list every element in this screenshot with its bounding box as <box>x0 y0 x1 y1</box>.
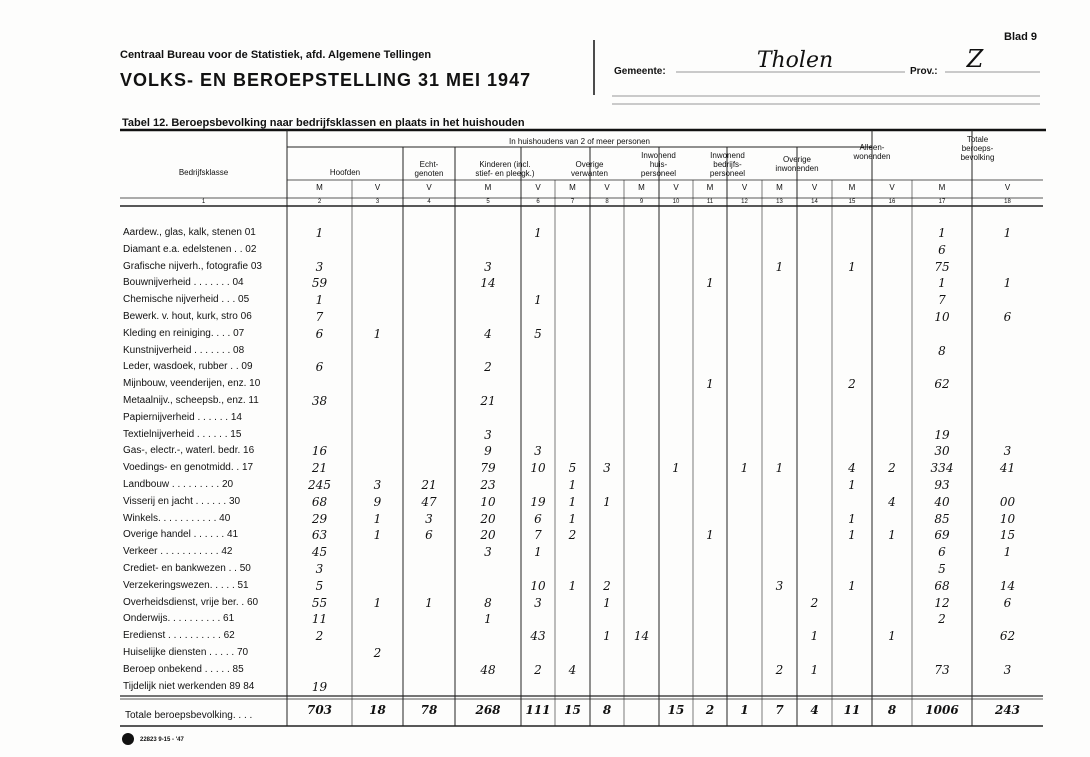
total-value: 8 <box>887 703 897 717</box>
cell-value: 1 <box>848 259 856 274</box>
total-value: 1006 <box>925 703 959 717</box>
header-alleenwonenden: Alleen- wonenden <box>853 143 891 161</box>
sex-label: M <box>706 183 714 192</box>
cell-value: 20 <box>480 511 496 526</box>
printer-logo-icon <box>122 733 134 745</box>
row-label: Grafische nijverh., fotografie 03 <box>123 260 262 272</box>
cell-value: 1 <box>568 478 577 492</box>
total-value: 15 <box>667 703 685 717</box>
cell-value: 3 <box>484 427 492 442</box>
cell-value: 1 <box>373 326 382 341</box>
cell-value: 6 <box>1003 595 1012 610</box>
cell-value: 62 <box>934 377 950 392</box>
sex-label: V <box>889 183 895 192</box>
cell-value: 1 <box>603 629 611 644</box>
total-value: 18 <box>369 703 386 717</box>
cell-value: 245 <box>308 478 331 492</box>
row-label: Aardew., glas, kalk, stenen 01 <box>123 227 256 238</box>
row-label: Mijnbouw, veenderijen, enz. 10 <box>123 378 261 390</box>
cell-value: 20 <box>480 528 496 543</box>
column-number: 17 <box>938 199 946 205</box>
cell-value: 1 <box>740 461 749 476</box>
bureau-name: Centraal Bureau voor de Statistiek, afd. Algemene Tellingen <box>120 49 432 61</box>
cell-value: 9 <box>373 494 382 509</box>
cell-value: 1 <box>425 595 433 610</box>
cell-value: 10 <box>999 511 1016 526</box>
header-kinderen: Kinderen (incl. stief- en pleegk.) <box>475 160 535 178</box>
cell-value: 45 <box>311 545 328 560</box>
total-value: 243 <box>994 703 1021 717</box>
cell-value: 1 <box>938 226 946 240</box>
sex-label: V <box>811 183 818 192</box>
cell-value: 1 <box>534 545 542 560</box>
row-label: Huiselijke diensten . . . . . 70 <box>123 647 249 658</box>
cell-value: 2 <box>848 377 856 392</box>
cell-value: 3 <box>373 478 382 492</box>
cell-value: 48 <box>480 662 496 677</box>
cell-value: 1 <box>775 461 784 476</box>
cell-value: 73 <box>934 662 950 677</box>
cell-value: 5 <box>568 461 577 476</box>
cell-value: 3 <box>1003 444 1012 459</box>
cell-value: 1 <box>534 293 542 308</box>
cell-value: 4 <box>568 662 577 677</box>
cell-value: 5 <box>315 578 324 593</box>
sex-label: M <box>484 183 492 192</box>
cell-value: 1 <box>1003 545 1012 560</box>
cell-value: 6 <box>938 242 946 257</box>
cell-value: 21 <box>480 394 496 408</box>
row-label: Diamant e.a. edelstenen . . 02 <box>123 243 257 255</box>
total-value: 703 <box>306 703 333 717</box>
column-number: 14 <box>811 199 818 205</box>
column-number: 11 <box>706 199 714 205</box>
cell-value: 7 <box>315 310 324 324</box>
cell-value: 5 <box>938 562 946 576</box>
cell-value: 11 <box>311 612 328 627</box>
print-code: 22823 9-15 - '47 <box>140 737 184 743</box>
cell-value: 2 <box>315 629 324 644</box>
cell-value: 14 <box>999 578 1016 593</box>
cell-value: 1 <box>706 377 714 392</box>
cell-value: 1 <box>888 528 896 543</box>
row-label: Textielnijverheid . . . . . . 15 <box>123 428 242 440</box>
gemeente-value: Tholen <box>756 48 834 73</box>
cell-value: 3 <box>315 562 324 576</box>
cell-value: 9 <box>484 444 492 459</box>
cell-value: 1 <box>484 612 492 627</box>
header-huispersoneel: Inwonend huis- personeel <box>640 151 677 178</box>
sheet-number: Blad 9 <box>1004 31 1038 43</box>
province-label: Prov.: <box>910 66 938 77</box>
table-title: Tabel 12. Beroepsbevolking naar bedrijfsklassen en plaats in het huishouden <box>122 117 525 129</box>
cell-value: 1 <box>848 578 856 593</box>
total-value: 2 <box>705 703 715 717</box>
cell-value: 2 <box>888 461 896 476</box>
total-label: Totale beroepsbevolking. . . . <box>125 710 253 721</box>
header-overige-inwonenden: Overige inwonenden <box>775 155 819 173</box>
cell-value: 21 <box>421 478 437 492</box>
cell-value: 1 <box>706 528 714 543</box>
cell-value: 6 <box>1003 310 1012 324</box>
column-number: 16 <box>888 199 896 205</box>
cell-value: 10 <box>530 578 546 593</box>
cell-value: 62 <box>999 629 1016 644</box>
cell-value: 1 <box>315 226 324 240</box>
total-value: 8 <box>602 703 612 717</box>
cell-value: 3 <box>775 578 784 593</box>
column-number: 8 <box>605 199 609 205</box>
cell-value: 63 <box>311 528 328 543</box>
total-value: 11 <box>843 703 861 717</box>
cell-value: 1 <box>672 461 680 476</box>
cell-value: 3 <box>1003 662 1012 677</box>
row-label: Voedings- en genotmidd. . 17 <box>123 462 254 474</box>
cell-value: 68 <box>311 494 328 509</box>
cell-value: 14 <box>480 276 496 291</box>
row-label: Bewerk. v. hout, kurk, stro 06 <box>123 311 252 322</box>
cell-value: 10 <box>934 310 950 324</box>
header-bedrijfspersoneel: Inwonend bedrijfs- personeel <box>709 151 746 178</box>
total-value: 268 <box>475 703 501 717</box>
row-label: Overheidsdienst, vrije ber. . 60 <box>123 596 259 608</box>
sex-label: M <box>569 183 576 192</box>
row-label: Kleding en reiniging. . . . 07 <box>123 327 245 339</box>
cell-value: 59 <box>311 276 328 291</box>
sex-label: V <box>535 183 541 192</box>
row-label: Gas-, electr.-, waterl. bedr. 16 <box>123 445 255 457</box>
cell-value: 1 <box>775 259 784 274</box>
row-label: Crediet- en bankwezen . . 50 <box>123 563 251 574</box>
cell-value: 23 <box>480 478 496 492</box>
cell-value: 6 <box>315 326 324 341</box>
cell-value: 19 <box>530 494 546 509</box>
sex-label: V <box>1004 183 1011 192</box>
total-value: 78 <box>420 703 438 717</box>
cell-value: 3 <box>603 461 611 476</box>
total-value: 15 <box>564 703 581 717</box>
cell-value: 1 <box>848 478 856 492</box>
cell-value: 79 <box>480 461 496 476</box>
cell-value: 2 <box>603 578 611 593</box>
total-value: 111 <box>525 703 551 717</box>
column-number: 15 <box>848 199 856 205</box>
cell-value: 1 <box>315 293 324 308</box>
cell-value: 4 <box>888 494 896 509</box>
cell-value: 00 <box>999 494 1016 509</box>
cell-value: 8 <box>938 343 946 358</box>
cell-value: 14 <box>633 629 650 644</box>
cell-value: 2 <box>568 528 577 543</box>
cell-value: 4 <box>484 326 492 341</box>
cell-value: 29 <box>311 511 328 526</box>
cell-value: 16 <box>311 444 328 459</box>
column-number: 4 <box>427 199 431 205</box>
sex-label: M <box>848 183 856 192</box>
row-label: Kunstnijverheid . . . . . . . 08 <box>123 344 245 356</box>
cell-value: 19 <box>311 679 328 694</box>
sex-label: V <box>374 183 381 192</box>
cell-value: 93 <box>934 478 950 492</box>
cell-value: 40 <box>934 494 950 509</box>
cell-value: 6 <box>425 528 433 543</box>
cell-value: 1 <box>534 226 542 240</box>
header-hoofden: Hoofden <box>329 168 361 177</box>
cell-value: 38 <box>311 394 328 408</box>
cell-value: 3 <box>534 595 542 610</box>
column-number: 18 <box>1004 199 1011 205</box>
cell-value: 7 <box>938 293 946 308</box>
row-label: Verzekeringswezen. . . . . 51 <box>123 579 249 591</box>
row-label: Overige handel . . . . . . 41 <box>123 529 239 541</box>
cell-value: 55 <box>311 595 328 610</box>
cell-value: 2 <box>810 595 819 610</box>
row-label: Verkeer . . . . . . . . . . . 42 <box>123 546 233 558</box>
column-number: 9 <box>639 199 644 205</box>
cell-value: 68 <box>934 578 950 593</box>
cell-value: 2 <box>484 360 492 375</box>
cell-value: 6 <box>534 511 542 526</box>
cell-value: 7 <box>534 528 542 543</box>
row-label: Landbouw . . . . . . . . . 20 <box>123 479 234 490</box>
cell-value: 47 <box>421 494 437 509</box>
row-label: Leder, wasdoek, rubber . . 09 <box>123 361 253 373</box>
cell-value: 1 <box>603 595 611 610</box>
row-label: Metaalnijv., scheepsb., enz. 11 <box>123 395 259 406</box>
header-echtgenoten: Echt- genoten <box>414 160 444 178</box>
cell-value: 1 <box>810 662 819 677</box>
sex-label: M <box>938 183 946 192</box>
row-label: Tijdelijk niet werkenden 89 84 <box>123 680 255 692</box>
cell-value: 19 <box>934 427 950 442</box>
sex-label: V <box>426 183 432 192</box>
row-label: Eredienst . . . . . . . . . . 62 <box>123 630 235 642</box>
cell-value: 2 <box>938 612 946 627</box>
cell-value: 6 <box>315 360 324 375</box>
row-label: Winkels. . . . . . . . . . . 40 <box>123 512 231 524</box>
cell-value: 1 <box>603 494 611 509</box>
cell-value: 1 <box>810 629 819 644</box>
cell-value: 1 <box>888 629 896 644</box>
cell-value: 1 <box>373 595 382 610</box>
cell-value: 1 <box>568 511 577 526</box>
column-number: 13 <box>776 199 783 205</box>
cell-value: 3 <box>534 444 542 459</box>
sex-label: V <box>604 183 610 192</box>
cell-value: 10 <box>480 494 496 509</box>
column-number: 2 <box>317 199 322 205</box>
sex-label: V <box>741 183 748 192</box>
cell-value: 1 <box>706 276 714 291</box>
cell-value: 41 <box>999 461 1016 476</box>
cell-value: 1 <box>848 511 856 526</box>
cell-value: 1 <box>373 528 382 543</box>
cell-value: 2 <box>373 646 382 660</box>
cell-value: 1 <box>1003 226 1012 240</box>
cell-value: 85 <box>934 511 950 526</box>
form-title: VOLKS- EN BEROEPSTELLING 31 MEI 1947 <box>120 70 532 90</box>
cell-value: 3 <box>484 545 492 560</box>
cell-value: 3 <box>425 511 433 526</box>
cell-value: 3 <box>315 259 324 274</box>
column-number: 5 <box>486 199 490 205</box>
cell-value: 1 <box>568 494 577 509</box>
cell-value: 6 <box>938 545 946 560</box>
cell-value: 2 <box>775 662 784 677</box>
header-overige-verwanten: Overige verwanten <box>571 160 608 178</box>
cell-value: 3 <box>484 259 492 274</box>
row-label: Papiernijverheid . . . . . . 14 <box>123 411 242 423</box>
cell-value: 1 <box>848 528 856 543</box>
row-label: Chemische nijverheid . . . 05 <box>123 294 250 306</box>
column-number: 7 <box>570 199 575 205</box>
cell-value: 15 <box>999 528 1016 543</box>
total-value: 1 <box>740 703 749 717</box>
sex-label: M <box>638 183 645 192</box>
cell-value: 21 <box>311 461 328 476</box>
cell-value: 5 <box>534 326 542 341</box>
cell-value: 1 <box>568 578 577 593</box>
sex-label: V <box>673 183 679 192</box>
cell-value: 75 <box>934 259 950 274</box>
cell-value: 334 <box>930 461 954 476</box>
row-label: Visserij en jacht . . . . . . 30 <box>123 495 241 507</box>
header-group: In huishoudens van 2 of meer personen <box>509 137 650 146</box>
column-number: 12 <box>741 199 748 205</box>
column-number: 6 <box>536 199 540 205</box>
cell-value: 4 <box>848 461 856 476</box>
cell-value: 8 <box>484 595 492 610</box>
column-number: 3 <box>375 199 380 205</box>
row-label: Bouwnijverheid . . . . . . . 04 <box>123 277 244 289</box>
row-label: Beroep onbekend . . . . . 85 <box>123 663 244 675</box>
cell-value: 2 <box>534 662 542 677</box>
gemeente-label: Gemeente: <box>614 66 666 77</box>
sex-label: M <box>316 183 323 192</box>
cell-value: 1 <box>373 511 382 526</box>
cell-value: 69 <box>934 528 950 543</box>
cell-value: 12 <box>934 595 950 610</box>
row-label: Onderwijs. . . . . . . . . . 61 <box>123 613 235 625</box>
column-number: 1 <box>201 199 206 205</box>
cell-value: 10 <box>530 461 546 476</box>
header-totale: Totale beroeps- bevolking <box>960 135 995 162</box>
total-value: 7 <box>775 703 784 717</box>
sex-label: M <box>776 183 783 192</box>
cell-value: 30 <box>934 444 950 459</box>
total-value: 4 <box>810 703 819 717</box>
column-number: 10 <box>672 199 680 205</box>
header-bedrijfsklasse: Bedrijfsklasse <box>178 168 229 177</box>
cell-value: 43 <box>530 629 546 644</box>
cell-value: 1 <box>938 276 946 291</box>
cell-value: 1 <box>1003 276 1012 291</box>
province-value: Z <box>966 45 984 73</box>
